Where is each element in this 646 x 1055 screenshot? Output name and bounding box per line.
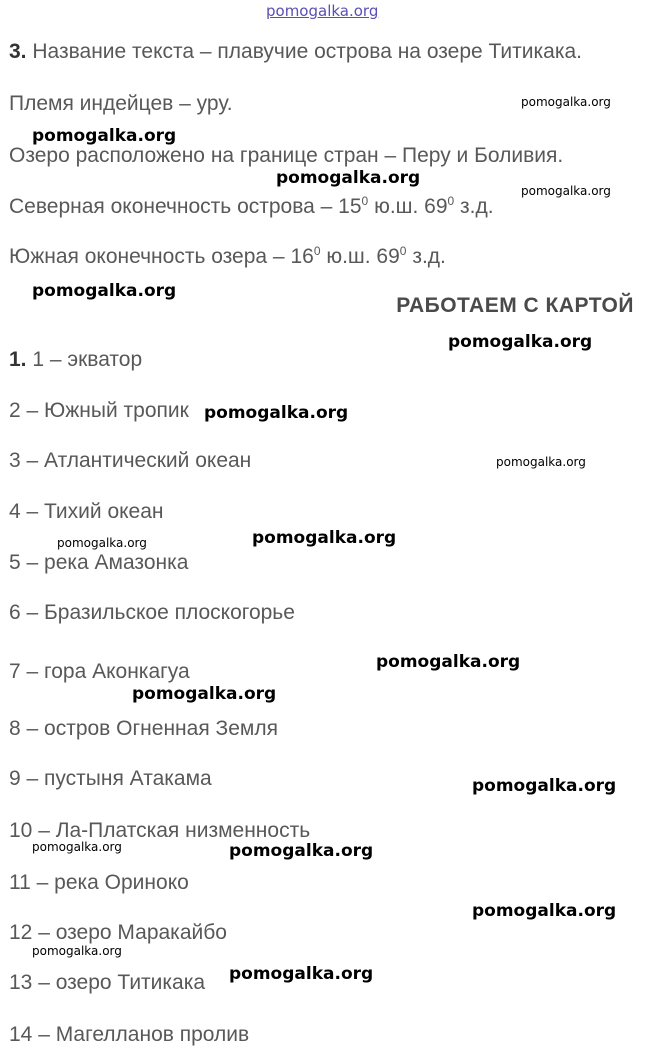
list-item-text: 1 – экватор [32, 348, 143, 371]
watermark: pomogalka.org [472, 776, 617, 796]
watermark: pomogalka.org [521, 95, 611, 109]
watermark: pomogalka.org [57, 536, 147, 550]
list-item: 6 – Бразильское плоскогорье [9, 601, 295, 624]
list-item [9, 348, 142, 372]
watermark: pomogalka.org [376, 652, 521, 672]
watermark: pomogalka.org [229, 964, 374, 984]
watermark: pomogalka.org [32, 944, 122, 958]
north-deg1: 0 [361, 194, 369, 208]
watermark: pomogalka.org [229, 841, 374, 861]
south-mid: ю.ш. 69 [320, 245, 400, 268]
north-suffix: з.д. [454, 195, 494, 218]
list-item: 7 – гора Аконкагуа [9, 660, 190, 683]
list-item: 10 – Ла-Платская низменность [9, 819, 311, 842]
north-deg2: 0 [447, 194, 455, 208]
section-number: 3. [9, 40, 27, 63]
watermark: pomogalka.org [204, 403, 349, 423]
map-heading: РАБОТАЕМ С КАРТОЙ [396, 294, 634, 317]
watermark: pomogalka.org [496, 455, 586, 469]
south-prefix: Южная оконечность озера – 16 [9, 245, 314, 268]
watermark: pomogalka.org [472, 901, 617, 921]
tribe-line: Племя индейцев – уру. [9, 92, 233, 115]
watermark: pomogalka.org [32, 840, 122, 854]
list-item: 14 – Магелланов пролив [9, 1023, 250, 1046]
south-suffix: з.д. [406, 245, 446, 268]
north-coordinate-line [9, 194, 494, 219]
north-mid: ю.ш. 69 [368, 195, 448, 218]
lake-location-line: Озеро расположено на границе стран – Перу и Боливия. [9, 144, 564, 167]
text-title: Название текста – плавучие острова на озере Титикака. [32, 40, 582, 63]
list-item: 2 – Южный тропик [9, 399, 189, 422]
watermark: pomogalka.org [252, 528, 397, 548]
north-prefix: Северная оконечность острова – 15 [9, 195, 362, 218]
watermark-top[interactable]: pomogalka.org [266, 2, 379, 20]
list-item: 5 – река Амазонка [9, 551, 189, 574]
watermark: pomogalka.org [32, 281, 177, 301]
list-item: 8 – остров Огненная Земля [9, 717, 278, 740]
list-item: 11 – река Ориноко [9, 871, 189, 894]
list-item: 12 – озеро Маракайбо [9, 921, 227, 944]
list-item: 13 – озеро Титикака [9, 971, 206, 994]
watermark: pomogalka.org [132, 684, 277, 704]
watermark: pomogalka.org [32, 126, 177, 146]
watermark: pomogalka.org [521, 184, 611, 198]
section-number: 1. [9, 348, 27, 371]
list-item: 3 – Атлантический океан [9, 449, 252, 472]
text-title-line [9, 40, 582, 64]
list-item: 9 – пустыня Атакама [9, 767, 212, 790]
watermark: pomogalka.org [276, 168, 421, 188]
south-coordinate-line [9, 244, 446, 269]
watermark: pomogalka.org [448, 332, 593, 352]
south-deg2: 0 [399, 244, 407, 258]
south-deg1: 0 [313, 244, 321, 258]
list-item: 4 – Тихий океан [9, 500, 164, 523]
